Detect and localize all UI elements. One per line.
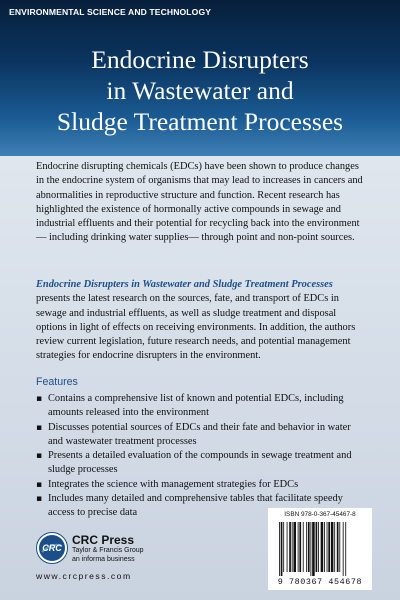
description-paragraph-1: Endocrine disrupting chemicals (EDCs) have been shown to produce changes in the endocrine system of organisms that may lead to increases in cancers and abnormalities in reproductive structure and function. Recent research has highlighted the existence of hormonally active compounds in sewage and industrial effluents and their potential for recycling back into the environment — including drinking water supplies— through point and non-point sources. bbox=[36, 161, 363, 244]
feature-text: Presents a detailed evaluation of the compounds in sewage treatment and sludge processes bbox=[48, 450, 352, 476]
feature-text: Contains a comprehensive list of known and potential EDCs, including amounts released into the environment bbox=[48, 393, 344, 419]
barcode-bar bbox=[310, 522, 311, 576]
barcode-bar bbox=[331, 522, 334, 572]
isbn-text: ISBN 978-0-367-45467-8 bbox=[284, 511, 356, 518]
barcode-bar bbox=[334, 522, 335, 572]
feature-item bbox=[36, 421, 366, 450]
barcode-bar bbox=[343, 522, 344, 576]
publisher-block bbox=[72, 534, 144, 564]
title-line-1: Endocrine Disrupters bbox=[91, 45, 309, 74]
barcode-bars bbox=[279, 522, 346, 576]
bullet-icon: ▪ bbox=[36, 422, 43, 433]
barcode-bar bbox=[328, 522, 330, 572]
barcode-bar bbox=[345, 522, 346, 576]
barcode-bar bbox=[327, 522, 328, 572]
barcode-bar bbox=[324, 522, 325, 572]
barcode-bar bbox=[339, 522, 340, 572]
bullet-icon: ▪ bbox=[36, 479, 43, 490]
barcode-bar bbox=[292, 522, 293, 572]
publisher-name: CRC Press bbox=[72, 533, 135, 547]
crc-press-logo-icon bbox=[36, 532, 68, 564]
title-line-3: Sludge Treatment Processes bbox=[56, 107, 344, 136]
barcode-icon bbox=[278, 522, 368, 578]
features-list bbox=[36, 392, 366, 521]
barcode-bar bbox=[283, 522, 284, 572]
features-heading: Features bbox=[36, 376, 78, 388]
crc-logo-text: CRC bbox=[42, 543, 62, 553]
bullet-icon: ▪ bbox=[36, 494, 43, 505]
barcode-bar bbox=[312, 522, 315, 576]
barcode-bar bbox=[289, 522, 291, 572]
barcode-bar bbox=[298, 522, 299, 572]
feature-item bbox=[36, 449, 366, 478]
publisher-business: an informa business bbox=[72, 555, 135, 563]
description-paragraph-2 bbox=[36, 278, 366, 364]
feature-item bbox=[36, 392, 366, 421]
barcode-digits: 9 780367 454678 bbox=[277, 577, 363, 587]
feature-text: Includes many detailed and comprehensive tables that facilitate speedy access to precise data bbox=[48, 493, 343, 519]
barcode-bar bbox=[321, 522, 324, 572]
barcode-bar bbox=[316, 522, 318, 572]
barcode-bar bbox=[318, 522, 319, 572]
barcode-area bbox=[268, 508, 372, 590]
feature-text: Integrates the science with management strategies for EDCs bbox=[48, 478, 299, 490]
bullet-icon: ▪ bbox=[36, 394, 43, 404]
paragraph-book-title: Endocrine Disrupters in Wastewater and Sludge Treatment Processes bbox=[36, 279, 333, 290]
series-name: ENVIRONMENTAL SCIENCE AND TECHNOLOGY bbox=[9, 7, 212, 17]
paragraph-2-body: presents the latest research on the sources, fate, and transport of EDCs in sewage and industrial effluents, as well as sludge treatment and disposal options in light of effects on receiving environments. In addition, the authors review current legislation, future research needs, and potential management strategies for endocrine disrupters in the environment. bbox=[36, 293, 356, 362]
publisher-group: Taylor & Francis Group bbox=[72, 547, 144, 554]
barcode-bar bbox=[337, 522, 339, 572]
title-line-2: in Wastewater and bbox=[106, 76, 294, 105]
barcode-bar bbox=[303, 522, 304, 572]
barcode-bar bbox=[281, 522, 283, 576]
barcode-bar bbox=[293, 522, 296, 572]
feature-text: Discusses potential sources of EDCs and their fate and behavior in water and wastewater treatment processes bbox=[48, 421, 351, 447]
barcode-bar bbox=[308, 522, 310, 572]
cover-header bbox=[0, 0, 400, 156]
publisher-website: www.crcpress.com bbox=[36, 571, 132, 581]
barcode-bar bbox=[279, 522, 280, 576]
barcode-bar bbox=[299, 522, 301, 572]
barcode-bar bbox=[287, 522, 288, 572]
bullet-icon: ▪ bbox=[36, 451, 43, 462]
barcode-bar bbox=[306, 522, 307, 572]
book-title bbox=[0, 44, 400, 137]
feature-item bbox=[36, 478, 366, 492]
